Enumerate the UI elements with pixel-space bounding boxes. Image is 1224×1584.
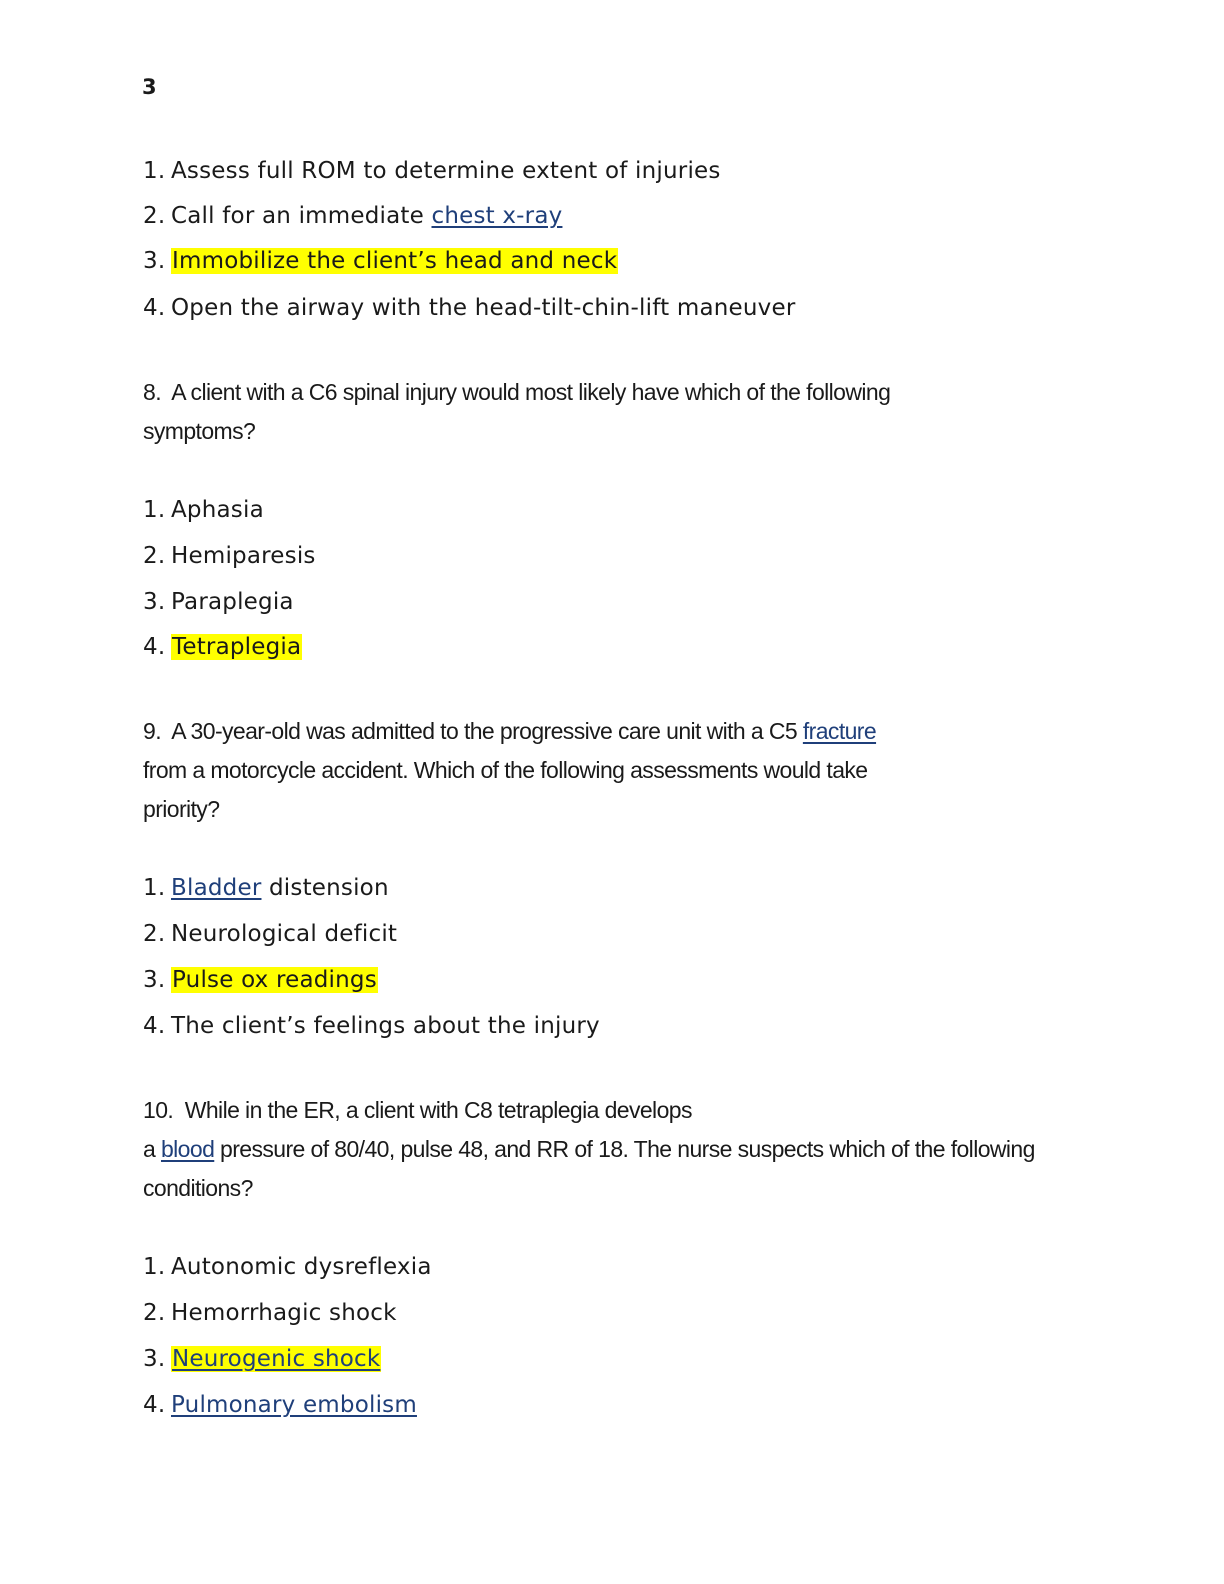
neurogenic-shock-link[interactable]: Neurogenic shock	[172, 1346, 381, 1372]
question-text-line: from a motorcycle accident. Which of the following assessments would take	[143, 757, 868, 783]
option-text: Call for an immediate	[171, 203, 432, 229]
option-text: distension	[261, 875, 389, 901]
option-number: 2.	[143, 1300, 166, 1326]
option-number: 2.	[143, 543, 166, 569]
option-text: Hemorrhagic shock	[171, 1300, 397, 1326]
q7-option-1	[143, 156, 721, 186]
q9-option-3	[143, 965, 378, 995]
q10-option-2	[143, 1298, 397, 1328]
question-9	[143, 712, 876, 829]
question-text-line	[143, 712, 876, 751]
option-number: 1.	[143, 497, 166, 523]
question-10	[143, 1091, 1035, 1208]
blood-link[interactable]: blood	[160, 1136, 215, 1162]
option-number: 3.	[143, 1346, 166, 1372]
option-number: 3.	[143, 589, 166, 615]
option-number: 1.	[143, 1254, 166, 1280]
question-text-line: priority?	[143, 796, 220, 822]
pulmonary-embolism-link[interactable]: Pulmonary embolism	[171, 1392, 417, 1418]
q8-option-1	[143, 495, 264, 525]
option-text-highlighted: Immobilize the client’s head and neck	[172, 248, 618, 274]
question-text-line: 10. While in the ER, a client with C8 tetraplegia develops	[143, 1097, 692, 1123]
option-text: Open the airway with the head-tilt-chin-lift maneuver	[171, 295, 796, 321]
option-text-highlighted: Tetraplegia	[172, 634, 302, 660]
option-number: 4.	[143, 1392, 166, 1418]
fracture-link[interactable]: fracture	[802, 718, 877, 744]
option-text: Aphasia	[171, 497, 264, 523]
option-text-highlighted: Pulse ox readings	[172, 967, 377, 993]
q10-option-4	[143, 1390, 417, 1420]
q9-option-2	[143, 919, 397, 949]
q7-option-2	[143, 201, 562, 231]
option-number: 2.	[143, 921, 166, 947]
question-8	[143, 373, 890, 451]
q10-option-1	[143, 1252, 432, 1282]
option-number: 1.	[143, 875, 166, 901]
option-text: Neurological deficit	[171, 921, 398, 947]
option-number: 4.	[143, 295, 166, 321]
q9-option-4	[143, 1011, 600, 1041]
chest-xray-link[interactable]: chest x-ray	[431, 203, 563, 229]
option-text: Assess full ROM to determine extent of injuries	[171, 158, 721, 184]
option-number: 3.	[143, 967, 166, 993]
question-text-line	[143, 1130, 1035, 1169]
option-text: Autonomic dysreflexia	[171, 1254, 432, 1280]
option-number: 4.	[143, 634, 166, 660]
bladder-link[interactable]: Bladder	[171, 875, 262, 901]
option-number: 1.	[143, 158, 166, 184]
q7-option-3	[143, 246, 618, 276]
page-number: 3	[142, 75, 157, 99]
q10-option-3	[143, 1344, 381, 1374]
question-text-line: symptoms?	[143, 418, 256, 444]
question-text: a	[143, 1136, 161, 1162]
question-text-line: 8. A client with a C6 spinal injury would most likely have which of the following	[143, 379, 891, 405]
option-number: 3.	[143, 248, 166, 274]
q8-option-4	[143, 632, 302, 662]
option-text: The client’s feelings about the injury	[171, 1013, 600, 1039]
question-text: 9. A 30-year-old was admitted to the progressive care unit with a C5	[143, 718, 803, 744]
q9-option-1	[143, 873, 389, 903]
option-text: Paraplegia	[171, 589, 294, 615]
option-text: Hemiparesis	[171, 543, 316, 569]
q8-option-3	[143, 587, 294, 617]
q8-option-2	[143, 541, 316, 571]
option-number: 4.	[143, 1013, 166, 1039]
q7-option-4	[143, 293, 795, 323]
question-text-line: conditions?	[143, 1175, 253, 1201]
question-text: pressure of 80/40, pulse 48, and RR of 18. The nurse suspects which of the following	[214, 1136, 1035, 1162]
option-number: 2.	[143, 203, 166, 229]
